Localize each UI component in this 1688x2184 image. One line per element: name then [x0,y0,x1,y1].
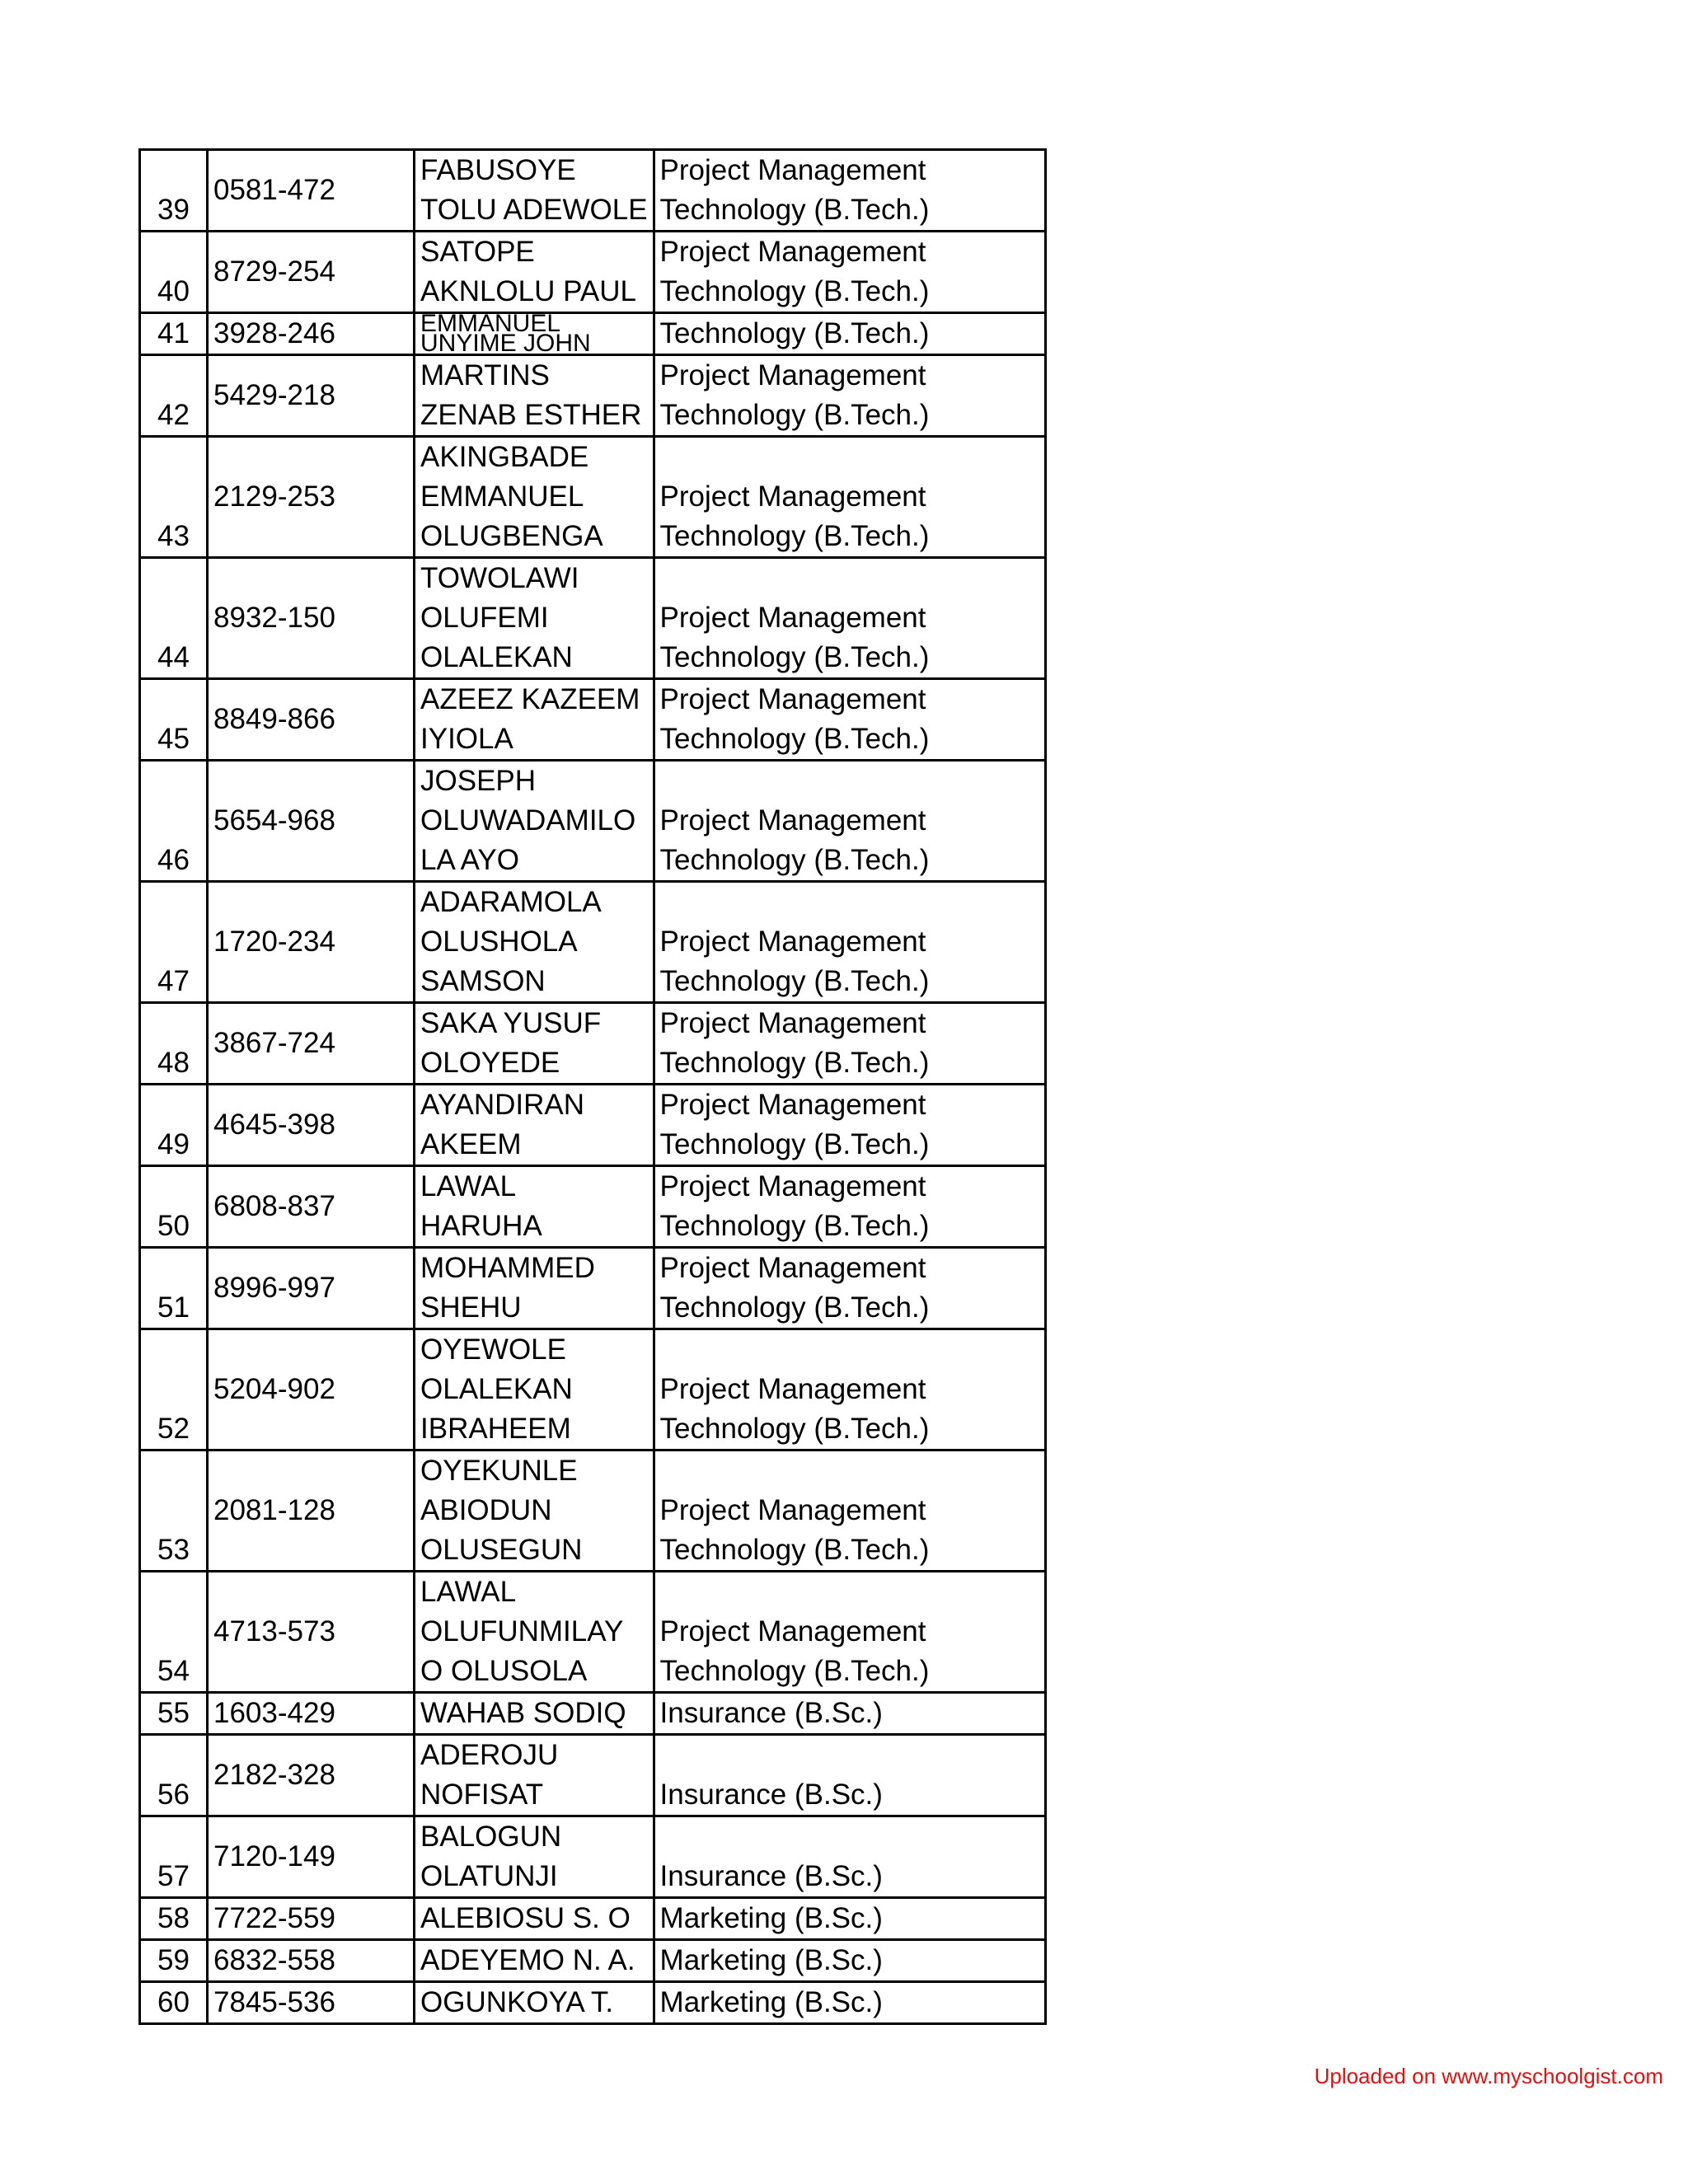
student-name [415,150,654,232]
student-name-line: MARTINS [420,359,550,391]
student-name [415,558,654,679]
registration-code: 8729-254 [208,232,415,313]
registration-code: 0581-472 [208,150,415,232]
registration-code: 8996-997 [208,1248,415,1329]
registration-code: 2081-128 [208,1451,415,1572]
student-name-line: AZEEZ KAZEEM [420,683,640,715]
registration-code: 7845-536 [208,1982,415,2024]
course-line: Technology (B.Tech.) [659,641,930,673]
registration-code: 5429-218 [208,355,415,437]
registration-code: 1720-234 [208,882,415,1003]
row-number: 56 [140,1735,208,1816]
student-name-line: OLALEKAN [420,1373,573,1405]
course-line: Technology (B.Tech.) [659,1534,930,1566]
course-line: Project Management [659,1089,926,1121]
course-of-study [654,1735,1045,1816]
table-row [140,232,1046,313]
registration-code: 5654-968 [208,761,415,882]
table-row [140,1898,1046,1940]
course-line: Technology (B.Tech.) [659,1047,930,1079]
course-line: Technology (B.Tech.) [659,1128,930,1160]
course-line: Project Management [659,236,926,268]
student-name [415,1166,654,1248]
row-number: 57 [140,1816,208,1898]
course-line: Project Management [659,1373,926,1405]
registration-code: 3867-724 [208,1003,415,1085]
table-body [140,150,1046,2024]
course-line: Technology (B.Tech.) [659,1210,930,1242]
student-name-line: OYEKUNLE [420,1455,578,1487]
registration-code: 7722-559 [208,1898,415,1940]
row-number: 50 [140,1166,208,1248]
table-row [140,1003,1046,1085]
registration-code: 6808-837 [208,1166,415,1248]
course-of-study [654,1451,1045,1572]
course-line: Project Management [659,1007,926,1039]
course-of-study [654,1166,1045,1248]
student-name [415,1329,654,1451]
student-name-line: ADEYEMO N. A. [420,1944,635,1976]
registration-code: 3928-246 [208,313,415,355]
row-number: 59 [140,1940,208,1982]
student-name [415,1572,654,1693]
course-of-study [654,355,1045,437]
course-line: Insurance (B.Sc.) [659,1779,883,1811]
registration-code: 1603-429 [208,1693,415,1735]
student-name [415,1248,654,1329]
course-of-study [654,437,1045,558]
student-name [415,1982,654,2024]
student-name [415,1451,654,1572]
student-name-line: AYANDIRAN [420,1089,585,1121]
student-name-line: O OLUSOLA [420,1655,588,1687]
registration-code: 7120-149 [208,1816,415,1898]
row-number: 51 [140,1248,208,1329]
student-name-line: UNYIME JOHN [420,330,591,355]
table-row [140,1329,1046,1451]
student-name-line: FABUSOYE [420,154,576,186]
student-name-line: AKNLOLU PAUL [420,275,636,307]
table-row [140,150,1046,232]
student-name [415,1940,654,1982]
student-name [415,313,654,355]
student-name-line: SAKA YUSUF [420,1007,602,1039]
student-name-line: SATOPE [420,236,535,268]
course-line: Technology (B.Tech.) [659,965,930,997]
row-number: 49 [140,1085,208,1166]
course-line: Insurance (B.Sc.) [659,1697,883,1729]
table-row [140,882,1046,1003]
student-name [415,232,654,313]
course-line: Marketing (B.Sc.) [659,1944,883,1976]
student-name-line: EMMANUEL [420,480,584,513]
course-of-study [654,1572,1045,1693]
student-name-line: OLUWADAMILO [420,804,636,837]
row-number: 45 [140,679,208,761]
student-name-line: SAMSON [420,965,546,997]
student-name [415,1816,654,1898]
row-number: 58 [140,1898,208,1940]
course-of-study [654,1003,1045,1085]
table-row [140,355,1046,437]
course-line: Technology (B.Tech.) [659,1413,930,1445]
course-line: Technology (B.Tech.) [659,399,930,431]
registration-code: 6832-558 [208,1940,415,1982]
course-line: Project Management [659,926,926,958]
table-row [140,1735,1046,1816]
student-list-table [138,148,1047,2025]
table-row [140,1572,1046,1693]
row-number: 60 [140,1982,208,2024]
course-of-study [654,1693,1045,1735]
course-of-study [654,558,1045,679]
student-name-line: OLUSEGUN [420,1534,583,1566]
row-number: 52 [140,1329,208,1451]
student-name [415,882,654,1003]
student-name [415,355,654,437]
student-name-line: ALEBIOSU S. O [420,1902,631,1934]
table-row [140,1166,1046,1248]
course-of-study [654,232,1045,313]
row-number: 47 [140,882,208,1003]
table-row [140,313,1046,355]
course-of-study [654,679,1045,761]
student-name-line: TOLU ADEWOLE [420,194,648,226]
course-line: Technology (B.Tech.) [659,1655,930,1687]
course-line: Marketing (B.Sc.) [659,1986,883,2018]
student-name-line: OLUGBENGA [420,520,603,552]
course-of-study [654,1085,1045,1166]
course-of-study [654,1982,1045,2024]
course-line: Project Management [659,480,926,513]
course-line: Insurance (B.Sc.) [659,1860,883,1892]
course-line: Project Management [659,154,926,186]
table-row [140,1940,1046,1982]
student-name-line: OLUFUNMILAY [420,1615,624,1647]
row-number: 40 [140,232,208,313]
student-name-line: OLUSHOLA [420,926,578,958]
registration-code: 8849-866 [208,679,415,761]
row-number: 44 [140,558,208,679]
course-line: Technology (B.Tech.) [659,194,930,226]
student-name-line: IBRAHEEM [420,1413,571,1445]
table-row [140,1816,1046,1898]
course-line: Project Management [659,804,926,837]
course-of-study [654,1329,1045,1451]
table-row [140,1451,1046,1572]
student-name-line: ADARAMOLA [420,886,602,918]
course-line: Project Management [659,1615,926,1647]
course-of-study [654,882,1045,1003]
student-name-line: LAWAL [420,1170,517,1202]
student-name-line: ABIODUN [420,1494,552,1526]
course-of-study [654,1898,1045,1940]
table-row [140,1982,1046,2024]
registration-code: 4713-573 [208,1572,415,1693]
student-name-line: OLALEKAN [420,641,573,673]
table-row [140,761,1046,882]
student-name-line: SHEHU [420,1291,522,1324]
course-line: Project Management [659,602,926,634]
course-line: Project Management [659,359,926,391]
student-name-line: OLUFEMI [420,602,549,634]
row-number: 42 [140,355,208,437]
row-number: 54 [140,1572,208,1693]
student-name-line: ZENAB ESTHER [420,399,642,431]
student-name-line: AKEEM [420,1128,522,1160]
student-name [415,679,654,761]
course-line: Technology (B.Tech.) [659,844,930,876]
row-number: 41 [140,313,208,355]
registration-code: 5204-902 [208,1329,415,1451]
course-line: Marketing (B.Sc.) [659,1902,883,1934]
course-of-study [654,313,1045,355]
registration-code: 8932-150 [208,558,415,679]
student-name-line: NOFISAT [420,1779,544,1811]
row-number: 55 [140,1693,208,1735]
course-line: Project Management [659,1494,926,1526]
course-of-study [654,1940,1045,1982]
table-row [140,1693,1046,1735]
table-row [140,1085,1046,1166]
course-line: Technology (B.Tech.) [659,1291,930,1324]
course-line: Technology (B.Tech.) [659,520,930,552]
student-name [415,1735,654,1816]
row-number: 43 [140,437,208,558]
row-number: 48 [140,1003,208,1085]
table-row [140,679,1046,761]
course-line: Technology (B.Tech.) [659,275,930,307]
course-line: Project Management [659,683,926,715]
student-name-line: WAHAB SODIQ [420,1697,626,1729]
row-number: 46 [140,761,208,882]
student-name-line: TOWOLAWI [420,562,579,594]
course-of-study [654,1816,1045,1898]
student-name-line: JOSEPH [420,765,537,797]
student-name [415,761,654,882]
table-row [140,558,1046,679]
student-name-line: HARUHA [420,1210,542,1242]
student-name [415,1898,654,1940]
row-number: 53 [140,1451,208,1572]
course-of-study [654,761,1045,882]
table-row [140,1248,1046,1329]
course-line: Project Management [659,1252,926,1284]
course-of-study [654,150,1045,232]
student-name [415,1693,654,1735]
student-name [415,437,654,558]
student-name-line: OYEWOLE [420,1333,566,1366]
student-name-line: LA AYO [420,844,519,876]
student-name-line: IYIOLA [420,723,513,755]
course-line: Technology (B.Tech.) [659,317,930,349]
course-of-study [654,1248,1045,1329]
registration-code: 4645-398 [208,1085,415,1166]
table-row [140,437,1046,558]
student-name [415,1003,654,1085]
student-name-line: ADEROJU [420,1739,559,1771]
student-name-line: OLATUNJI [420,1860,558,1892]
student-name-line: OGUNKOYA T. [420,1986,614,2018]
row-number: 39 [140,150,208,232]
student-name-line: EMMANUEL [420,312,561,337]
student-name-line: BALOGUN [420,1821,562,1853]
upload-source-note: Uploaded on www.myschoolgist.com [1314,2064,1663,2088]
registration-code: 2182-328 [208,1735,415,1816]
registration-code: 2129-253 [208,437,415,558]
student-name-line: AKINGBADE [420,441,589,473]
student-name-line: OLOYEDE [420,1047,560,1079]
course-line: Project Management [659,1170,926,1202]
student-name-line: MOHAMMED [420,1252,595,1284]
student-name-line: LAWAL [420,1576,517,1608]
student-name [415,1085,654,1166]
course-line: Technology (B.Tech.) [659,723,930,755]
